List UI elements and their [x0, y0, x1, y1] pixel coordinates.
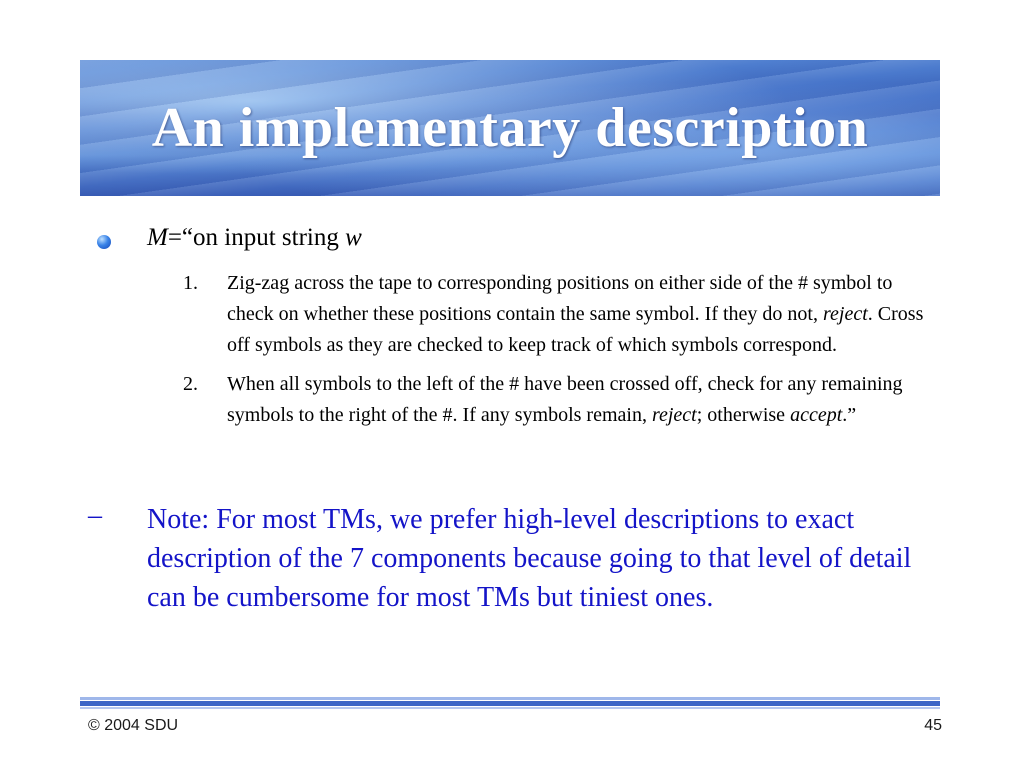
- page-number: 45: [924, 717, 942, 734]
- step-text: When all symbols to the left of the # have been crossed off, check for any remaining symbols to the right of the #. If any symbols remain,: [227, 373, 903, 426]
- step-text: . Cross off symbols as they are checked to keep track of which symbols correspond.: [227, 303, 924, 356]
- list-number: 1.: [183, 272, 198, 294]
- note-dash: –: [88, 500, 102, 531]
- bullet-icon: [97, 235, 111, 249]
- reject-word: reject: [651, 404, 697, 426]
- list-number: 2.: [183, 373, 198, 395]
- machine-name: M: [147, 224, 168, 251]
- footer-divider: [80, 697, 940, 709]
- list-item: [183, 369, 928, 431]
- note-text: Note: For most TMs, we prefer high-level descriptions to exact description of the 7 components because going to that level of detail can be cumbersome for most TMs but tiniest ones.: [147, 504, 912, 613]
- step-text: ; otherwise: [696, 404, 791, 426]
- title-banner: [80, 60, 940, 196]
- input-variable: w: [345, 224, 362, 251]
- reject-word: reject: [822, 303, 868, 325]
- step-text: .”: [842, 404, 857, 426]
- main-bullet: [147, 224, 362, 252]
- main-bullet-text: =“on input string: [167, 224, 346, 251]
- slide-title: An implementary description: [151, 97, 869, 159]
- step-text: Zig-zag across the tape to corresponding positions on either side of the # symbol to check on whether these positions contain the same symbol. If they do not,: [227, 272, 893, 325]
- step-list: [183, 268, 928, 431]
- accept-word: accept: [790, 404, 843, 426]
- footer-copyright: © 2004 SDU: [88, 717, 179, 734]
- list-item: [183, 268, 928, 361]
